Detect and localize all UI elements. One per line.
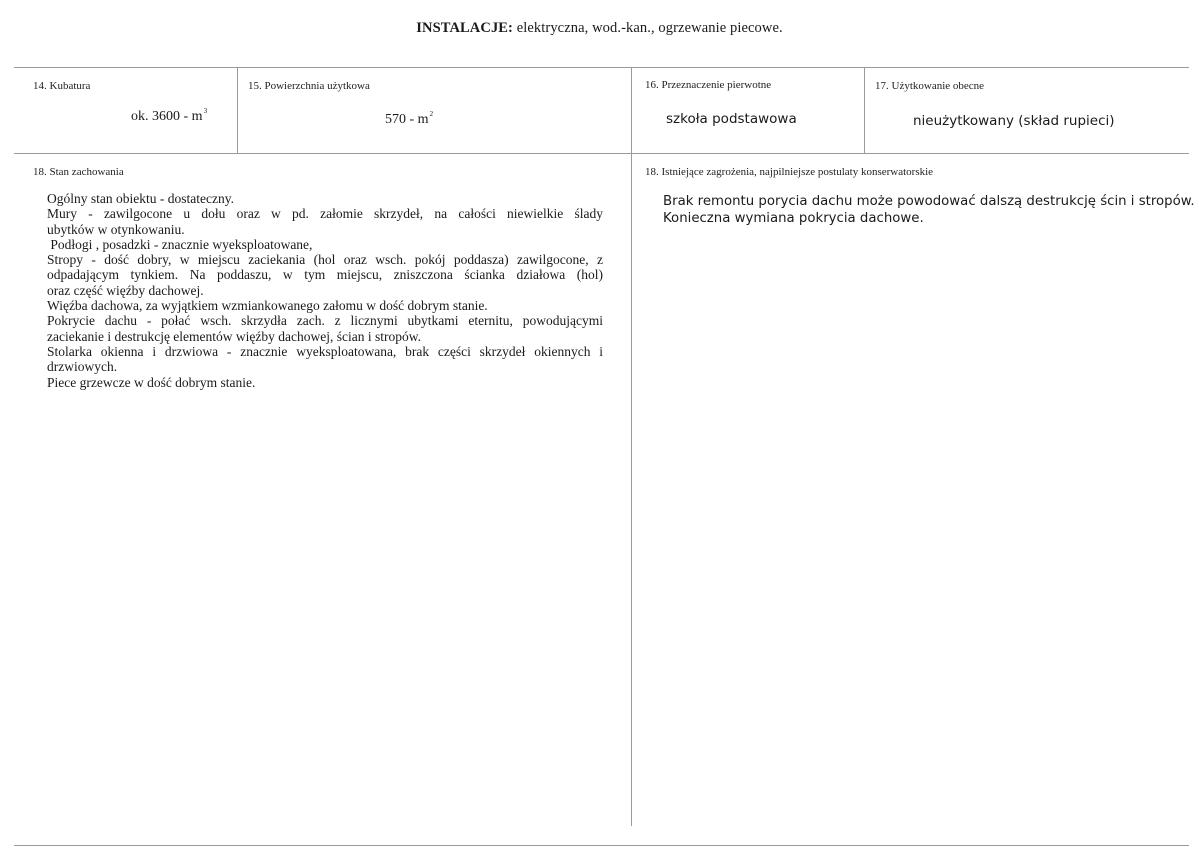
stan-line: Więźba dachowa, za wyjątkiem wzmiankowanego załomu w dość dobrym stanie. — [47, 298, 488, 314]
page-bottom-border — [14, 845, 1189, 846]
installations-list: elektryczna, wod.-kan., ogrzewanie piecowe. — [513, 20, 783, 36]
uzytkowanie-label: 17. Użytkowanie obecne — [875, 80, 985, 92]
stan-line: oraz część więźby dachowej. — [47, 282, 204, 298]
stan-line: Mury - zawilgocone u dołu oraz w pd. załomie skrzydeł, na całości niewielkie ślady — [47, 206, 603, 222]
powierzchnia-value — [385, 110, 433, 128]
przeznaczenie-label: 16. Przeznaczenie pierwotne — [645, 79, 772, 91]
powierzchnia-unit-exp: 2 — [429, 110, 434, 118]
stan-line: Pokrycie dachu - połać wsch. skrzydła zach. z licznymi ubytkami eternitu, powodującymi — [47, 313, 603, 329]
stan-zachowania-label: 18. Stan zachowania — [33, 166, 124, 178]
stan-line: Podłogi , posadzki - znacznie wyeksploatowane, — [47, 236, 313, 252]
uzytkowanie-value: nieużytkowany (skład rupieci) — [913, 113, 1115, 129]
zagrozenia-line: Konieczna wymiana pokrycia dachowe. — [663, 211, 924, 226]
divider-kubatura — [237, 67, 238, 153]
stan-line: drzwiowych. — [47, 359, 118, 375]
stan-line: odpadającym tynkiem. Na poddaszu, w tym miejscu, zniszczona ścianka działowa (hol) — [47, 267, 603, 283]
stan-line: Stolarka okienna i drzwiowa - znacznie wyeksploatowana, brak części skrzydeł okiennych i — [47, 343, 603, 359]
divider-main — [631, 67, 632, 826]
kubatura-value — [131, 107, 207, 125]
stan-line: Stropy - dość dobry, w miejscu zaciekania (hol oraz wsch. pokój poddasza) zawilgocone, z — [47, 252, 603, 268]
installations-header — [0, 20, 1199, 37]
stan-line: ubytków w otynkowaniu. — [47, 221, 185, 237]
powierzchnia-label: 15. Powierzchnia użytkowa — [248, 80, 370, 92]
stan-line: Piece grzewcze w dość dobrym stanie. — [47, 374, 256, 390]
kubatura-number: ok. 3600 - m — [131, 109, 203, 124]
divider-uzytkowanie — [864, 67, 865, 153]
row1-top-border — [14, 67, 1189, 68]
stan-line: Ogólny stan obiektu - dostateczny. — [47, 191, 234, 206]
zagrozenia-text — [663, 193, 1195, 227]
kubatura-label: 14. Kubatura — [33, 80, 91, 92]
zagrozenia-line: Brak remontu porycia dachu może powodować dalszą destrukcję ścin i stropów. — [663, 194, 1195, 209]
kubatura-unit-exp: 3 — [203, 107, 208, 115]
row1-bottom-border — [14, 153, 1189, 154]
stan-zachowania-text — [47, 191, 603, 390]
installations-title: INSTALACJE: — [416, 20, 513, 36]
zagrozenia-label: 18. Istniejące zagrożenia, najpilniejsze postulaty konserwatorskie — [645, 166, 934, 178]
stan-line: zaciekanie i destrukcję elementów więźby dachowej, ścian i stropów. — [47, 328, 421, 344]
przeznaczenie-value: szkoła podstawowa — [666, 111, 797, 127]
powierzchnia-number: 570 - m — [385, 112, 429, 127]
